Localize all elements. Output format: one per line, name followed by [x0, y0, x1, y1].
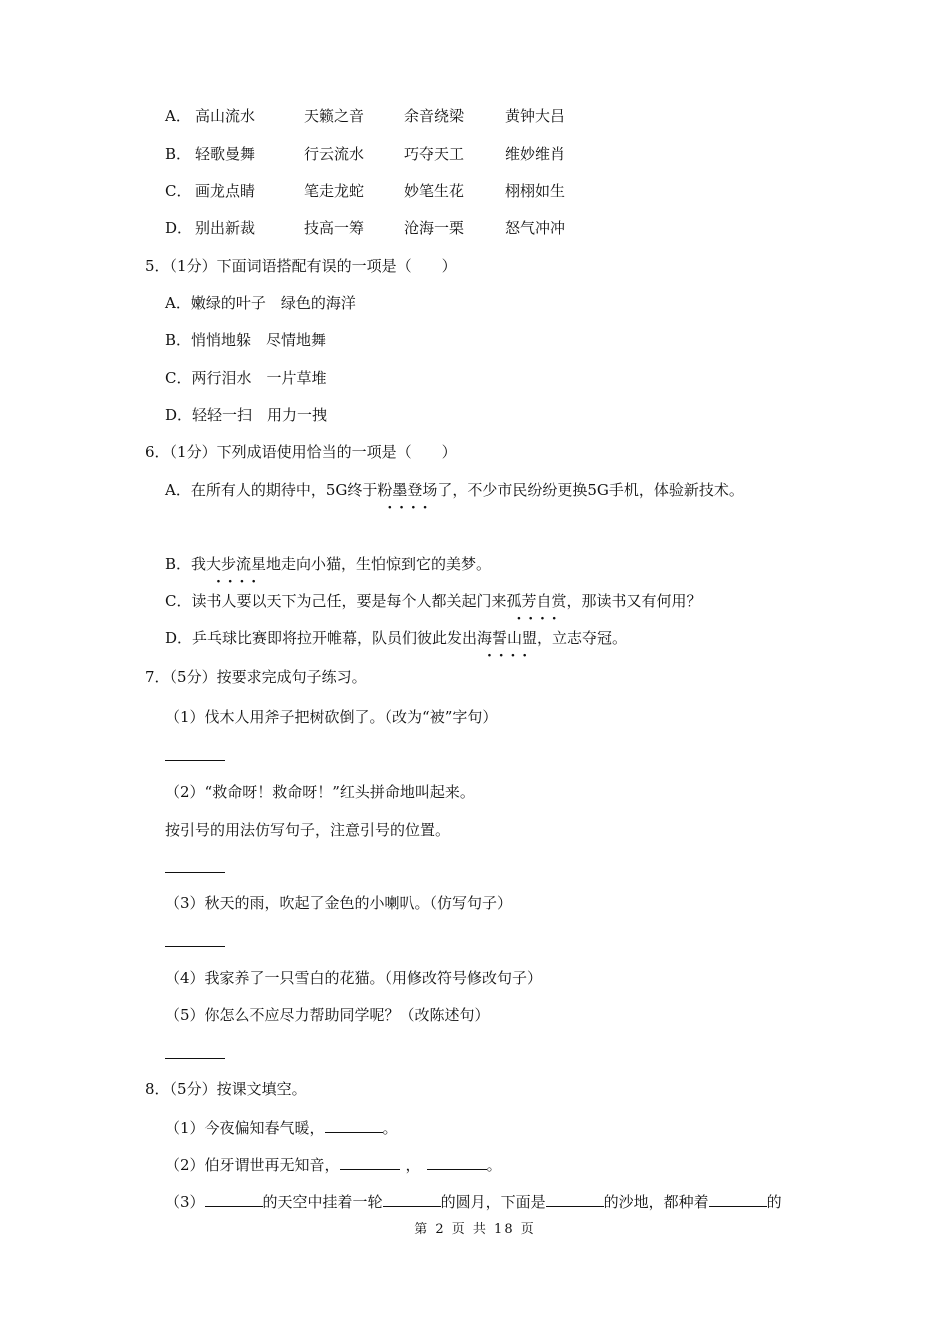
- q8-sub-1: [165, 1118, 398, 1138]
- q7-sub-5: （5）你怎么不应尽力帮助同学呢？（改陈述句）: [165, 1006, 490, 1024]
- answer-blank[interactable]: [165, 872, 225, 873]
- fill-blank[interactable]: [205, 1192, 263, 1207]
- q5-option-b: B．悄悄地躲 尽情地舞: [165, 331, 327, 349]
- fill-text: （2）伯牙谓世再无知音，: [165, 1156, 340, 1174]
- q5-option-d: D．轻轻一扫 用力一拽: [165, 406, 328, 424]
- page-footer: 第 2 页 共 18 页: [414, 1222, 536, 1237]
- option-text: D．乒乓球比赛即将拉开帷幕，队员们彼此发出: [165, 629, 478, 647]
- answer-blank[interactable]: [165, 946, 225, 947]
- q6-stem: 6．（1分）下列成语使用恰当的一项是（ ）: [145, 443, 457, 461]
- word-2: 笔走龙蛇: [304, 182, 365, 200]
- word-1: 别出新裁: [195, 219, 256, 237]
- word-2: 技高一筹: [304, 219, 365, 237]
- option-label: B．: [165, 145, 192, 163]
- q8-stem: 8．（5分）按课文填空。: [145, 1080, 307, 1098]
- q7-sub-3: （3）秋天的雨，吹起了金色的小喇叭。（仿写句子）: [165, 894, 513, 912]
- q6-option-d: [165, 628, 627, 648]
- option-text: 了，不少市民纷纷更换5G手机，体验新技术。: [437, 481, 744, 499]
- word-4: 栩栩如生: [505, 182, 566, 200]
- word-4: 维妙维肖: [505, 145, 566, 163]
- fill-text: 。: [486, 1156, 502, 1174]
- emphasized-idiom: 粉墨登场 · · · ·: [377, 480, 437, 500]
- word-3: 余音绕梁: [404, 107, 465, 125]
- word-3: 沧海一栗: [404, 219, 465, 237]
- word-4: 怒气冲冲: [505, 219, 566, 237]
- word-2: 天籁之音: [304, 107, 365, 125]
- fill-blank[interactable]: [427, 1155, 487, 1170]
- q5-stem: 5．（1分）下面词语搭配有误的一项是（ ）: [145, 257, 457, 275]
- word-1: 高山流水: [195, 107, 256, 125]
- word-3: 妙笔生花: [404, 182, 465, 200]
- option-label: D．: [165, 219, 193, 237]
- fill-text: ，: [405, 1156, 421, 1174]
- fill-text: 的: [766, 1193, 782, 1211]
- fill-text: 的天空中挂着一轮: [262, 1193, 383, 1211]
- q7-sub-2-instruction: 按引号的用法仿写句子，注意引号的位置。: [165, 821, 451, 839]
- emphasized-idiom: 大步流星 · · · ·: [206, 554, 266, 574]
- fill-text: 的圆月，下面是: [440, 1193, 546, 1211]
- option-label: C．: [165, 182, 192, 200]
- fill-blank[interactable]: [709, 1192, 767, 1207]
- option-text: ，那读书又有何用？: [566, 592, 702, 610]
- word-1: 轻歌曼舞: [195, 145, 256, 163]
- option-label: A．: [165, 107, 191, 125]
- word-2: 行云流水: [304, 145, 365, 163]
- fill-text: （3）: [165, 1193, 205, 1211]
- option-text: C．读书人要以天下为己任，要是每个人都关起门来: [165, 592, 507, 610]
- q8-sub-2: [165, 1155, 502, 1175]
- option-text: ，立志夺冠。: [537, 629, 628, 647]
- word-1: 画龙点睛: [195, 182, 256, 200]
- fill-text: 的沙地，都种着: [603, 1193, 709, 1211]
- fill-text: （1）今夜偏知春气暖，: [165, 1119, 325, 1137]
- fill-blank[interactable]: [340, 1155, 400, 1170]
- option-text: 地走向小猫，生怕惊到它的美梦。: [266, 555, 492, 573]
- fill-blank[interactable]: [546, 1192, 604, 1207]
- word-4: 黄钟大吕: [505, 107, 566, 125]
- q7-stem: 7．（5分）按要求完成句子练习。: [145, 668, 367, 686]
- q6-option-a: [165, 480, 744, 500]
- answer-blank[interactable]: [165, 1058, 225, 1059]
- fill-text: 。: [382, 1119, 398, 1137]
- answer-blank[interactable]: [165, 760, 225, 761]
- q7-sub-1: （1）伐木人用斧子把树砍倒了。（改为“被”字句）: [165, 708, 498, 726]
- q6-option-b: [165, 554, 491, 574]
- q5-option-c: C．两行泪水 一片草堆: [165, 369, 327, 387]
- fill-blank[interactable]: [325, 1118, 383, 1133]
- q8-sub-3: [165, 1192, 782, 1212]
- option-text: B．我: [165, 555, 207, 573]
- q7-sub-2: （2）“救命呀！救命呀！”红头拼命地叫起来。: [165, 783, 475, 801]
- emphasized-idiom: 海誓山盟 · · · ·: [477, 628, 537, 648]
- option-text: A．在所有人的期待中，5G终于: [165, 481, 378, 499]
- word-3: 巧夺天工: [404, 145, 465, 163]
- q7-sub-4: （4）我家养了一只雪白的花猫。（用修改符号修改句子）: [165, 969, 543, 987]
- q5-option-a: A．嫩绿的叶子 绿色的海洋: [165, 294, 356, 312]
- fill-blank[interactable]: [383, 1192, 441, 1207]
- emphasized-idiom: 孤芳自赏 · · · ·: [506, 591, 566, 611]
- q6-option-c: [165, 591, 702, 611]
